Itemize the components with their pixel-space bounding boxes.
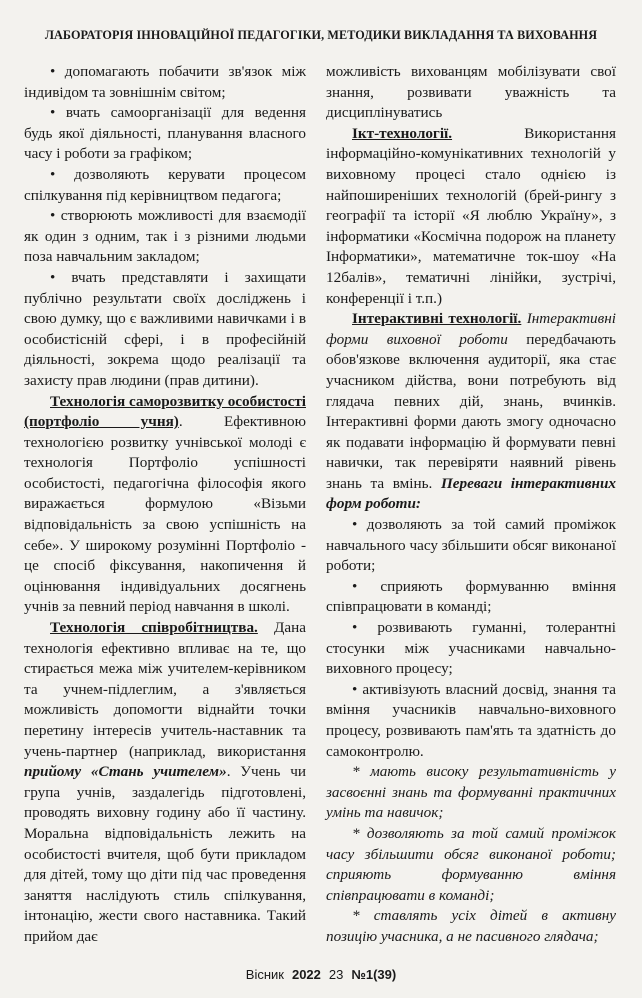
- interactive-text: передбачають обов'язкове включення аудиторії, яка стає учасником дійства, вони потребують від глядача певних дій, знань, вчинків. Інтерактивні форми дають змогу одночасно як подавати інформацію й формувати певні навички, так перевіряти наявний рівень знань та вмінь.: [326, 330, 616, 492]
- cooperation-term: прийому «Стань учителем»: [24, 763, 227, 781]
- star-item: * мають високу результативність у засвоєнні знань та формуванні практичних умінь та навичок;: [326, 763, 616, 822]
- interactive-heading: Інтерактивні технології.: [352, 310, 522, 328]
- list-item: • активізують власний досвід, знання та вміння учасників навчально-виховного процесу, розвивають пам'ять та здатність до самоконтролю.: [326, 680, 616, 760]
- list-item: • дозволяють керувати процесом спілкування під керівництвом педагога;: [24, 165, 306, 204]
- ict-text: Використання інформаційно-комунікативних технологій у виховному процесі стало однією із найпоширеніших технологій (брей-рингу з географії та історії «Я люблю Україну», з інформатики «Космічна подорож на планету Інформатики», математичне ток-шоу «На 12балів», тематичні лінійки, зустрічі, конференції і т.п.): [326, 124, 616, 307]
- page-footer: [0, 967, 642, 982]
- footer-year: 2022: [291, 967, 321, 982]
- footer-issue: №1(39): [351, 967, 397, 982]
- interactive-italic: Інтерактивні форми виховної роботи: [326, 310, 616, 348]
- interactive-paragraph: [326, 309, 616, 515]
- list-item: • сприяють формуванню вміння співпрацювати в команді;: [326, 577, 616, 616]
- ict-heading: Ікт-технології.: [352, 124, 453, 142]
- cooperation-heading: Технологія співробітництва.: [50, 619, 258, 637]
- list-item: • вчать самоорганізації для ведення будь якої діяльності, планування власного часу і роботи за графіком;: [24, 104, 306, 163]
- list-item: • розвивають гуманні, толерантні стосунки між учасниками навчально-виховного процесу;: [326, 619, 616, 678]
- left-column: [24, 62, 306, 948]
- footer-page-number: 23: [328, 967, 344, 982]
- cooperation-paragraph: [24, 618, 306, 948]
- advantages-heading: Переваги інтерактивних форм роботи:: [326, 474, 616, 513]
- page-header: ЛАБОРАТОРІЯ ІННОВАЦІЙНОЇ ПЕДАГОГІКИ, МЕТОДИКИ ВИКЛАДАННЯ ТА ВИХОВАННЯ: [44, 28, 598, 42]
- portfolio-text: . Ефективною технологією розвитку учнівської молоді є технологія Портфоліо успішності особистості, педагогічна філософія якого виражається формулою «Візьми відповідальність за свою успішність на себе». У широкому розумінні Портфоліо - це спосіб фіксування, накопичення й оцінювання індивідуальних досягнень учнів за певний період навчання в школі.: [24, 413, 306, 616]
- list-item: • створюють можливості для взаємодії як один з одним, так і з різними людьми поза навчальним закладом;: [24, 207, 306, 266]
- list-item: • дозволяють за той самий проміжок навчального часу збільшити обсяг виконаної роботи;: [326, 516, 616, 575]
- list-item: • допомагають побачити зв'язок між індивідом та зовнішнім світом;: [24, 63, 306, 101]
- right-column: [326, 62, 616, 948]
- star-item: * ставлять усіх дітей в активну позицію учасника, а не пасивного глядача;: [326, 907, 616, 945]
- portfolio-paragraph: [24, 392, 306, 619]
- portfolio-heading: Технологія саморозвитку особистості (портфоліо учня): [24, 392, 306, 431]
- star-item: * дозволяють за той самий проміжок часу збільшити обсяг виконаної роботи; сприяють формуванню вміння співпрацювати в команді;: [326, 824, 616, 904]
- cooperation-text: Дана технологія ефективно впливає на те, що стирається межа між учителем-керівником та учнем-підлеглим, а з'являється можливість допомогти віднайти точки перетину інтересів учитель-наставник та учень-партнер (наприклад, використання: [24, 619, 306, 760]
- ict-paragraph: [326, 124, 616, 309]
- cooperation-text-2: . Учень чи група учнів, заздалегідь підготовлені, проводять виховну годину або її частину. Моральна відповідальність лежить на особистості вчителя, щоб бути прикладом для дітей, тому що діти під час проведення заняття наслідують стиль спілкування, інтонацію, жести свого наставника. Такий прийом дає: [24, 763, 307, 945]
- footer-journal: Вісник: [245, 967, 284, 982]
- continuation-text: можливість вихованцям мобілізувати свої знання, розвивати уважність та дисциплінуватись: [326, 63, 616, 122]
- list-item: • вчать представляти і захищати публічно результати своїх досліджень і свою думку, що є важливими навичками і в особистісній сфері, і в професійній діяльності, зокрема щодо реалізації та захисту прав людини (прав дитини).: [24, 268, 306, 389]
